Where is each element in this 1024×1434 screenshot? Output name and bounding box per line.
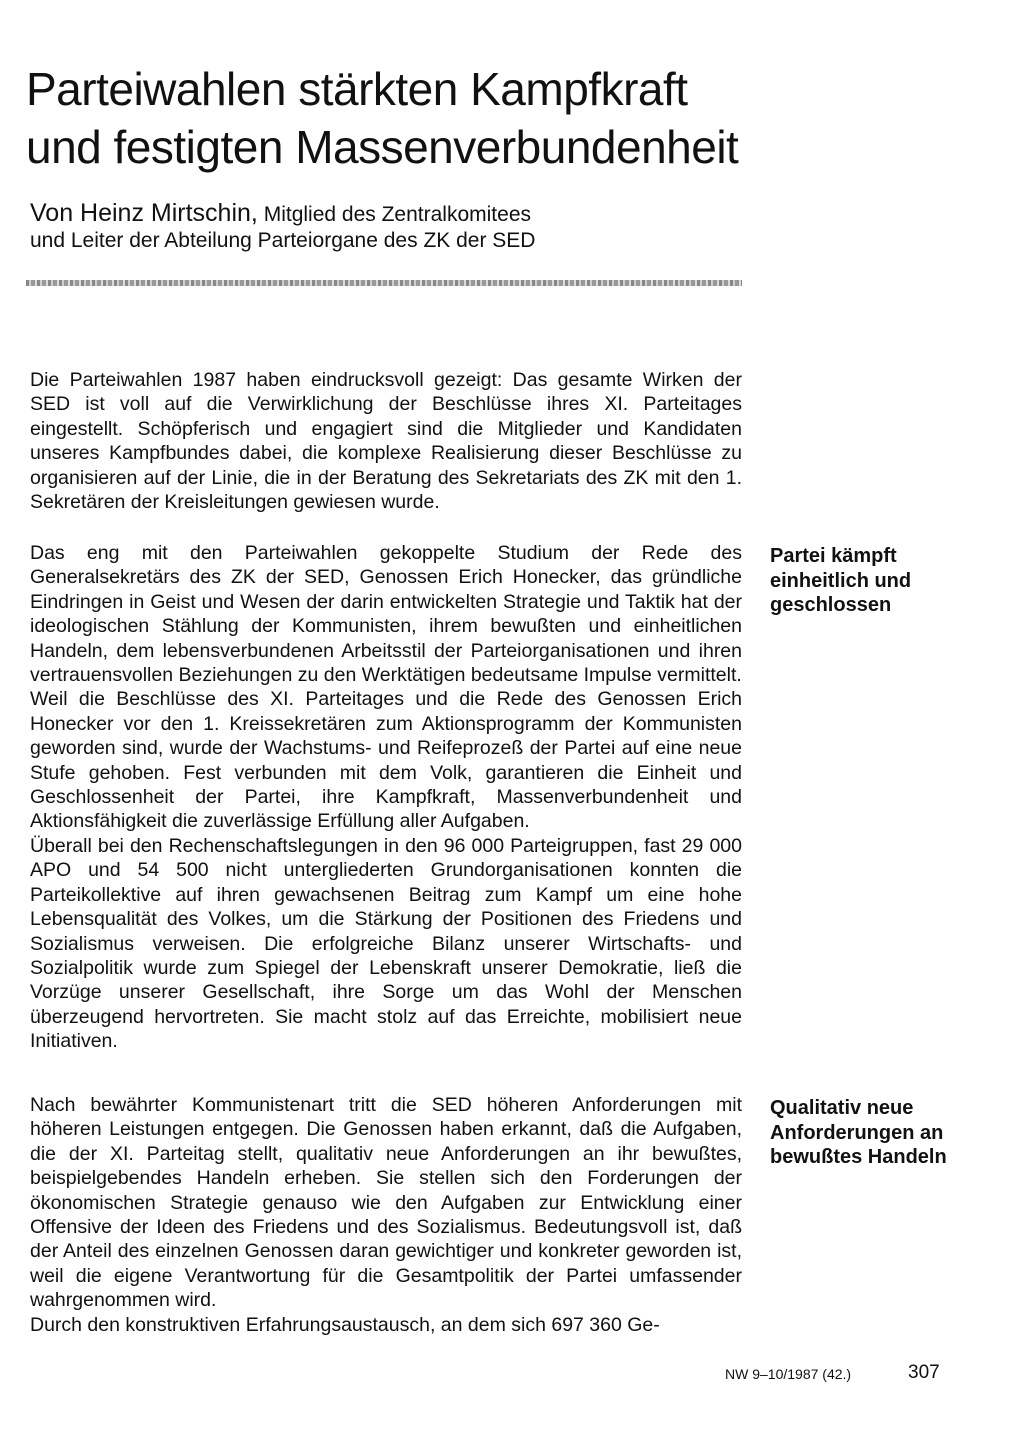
- paragraph-section-1: [30, 541, 742, 1054]
- header-divider: [26, 280, 742, 286]
- journal-reference: NW 9–10/1987 (42.): [725, 1366, 852, 1382]
- byline: [30, 200, 930, 254]
- paragraph-6-text: Durch den konstruktiven Erfahrungsaustausch, an dem sich 697 360 Ge-: [30, 1313, 660, 1336]
- article-title: [26, 60, 986, 176]
- paragraph-intro: [30, 368, 742, 514]
- title-line-2: und festigten Massenverbundenheit: [26, 121, 739, 173]
- paragraph-1-text: Die Parteiwahlen 1987 haben eindrucksvoll gezeigt: Das gesamte Wirken der SED ist voll auf die Verwirklichung der Beschlüsse ihres XI. Parteitages eingestellt. Schöpferisch und engagiert sind die Mitglieder und Kandidaten unseres Kampfbundes dabei, die komplexe Realisierung dieser Beschlüsse zu organisieren auf der Linie, die in der Beratung des Sekretariats des ZK mit den 1. Sekretären der Kreisleitungen gewiesen wurde.: [30, 369, 742, 514]
- paragraph-5-text: Nach bewährter Kommunistenart tritt die SED höheren Anforderungen mit höheren Leistungen entgegen. Die Genossen haben erkannt, daß die Aufgaben, die der XI. Parteitag stellt, qualitativ neue Anforderungen an ihr bewußtes, beispielgebendes Handeln erheben. Sie stellen sich den Forderungen der ökonomischen Strategie genauso wie den Aufgaben zur Entwicklung einer Offensive der Ideen des Friedens und des Sozialismus. Bedeutungsvoll ist, daß der Anteil des einzelnen Genossen daran gewichtiger und konkreter geworden ist, weil die eigene Verantwortung für die Gesamtpolitik der Partei umfassender wahrgenommen wird.: [30, 1094, 742, 1312]
- title-line-1: Parteiwahlen stärkten Kampfkraft: [26, 63, 688, 115]
- byline-role-line-1: Mitglied des Zentralkomitees: [263, 203, 531, 226]
- byline-role-line-2: und Leiter der Abteilung Parteiorgane des ZK der SED: [30, 229, 536, 252]
- paragraph-2-text: Das eng mit den Parteiwahlen gekoppelte Studium der Rede des Generalsekretärs des ZK der SED, Genossen Erich Honecker, das gründliche Eindringen in Geist und Wesen der darin entwickelten Strategie und Taktik hat der ideologischen Stählung der Kommunisten, ihrem bewußten und einheitlichen Handeln, dem lebensverbundenen Arbeitsstil der Parteiorganisationen und ihren vertrauensvollen Beziehungen zu den Werktätigen bedeutsame Impulse vermittelt.: [30, 542, 742, 687]
- paragraph-4-text: Überall bei den Rechenschaftslegungen in den 96 000 Parteigruppen, fast 29 000 APO und 54 500 nicht untergliederten Grundorganisationen konnten die Parteikollektive auf ihren gewachsenen Beitrag zum Kampf um eine hohe Lebensqualität des Volkes, um die Stärkung der Positionen des Friedens und Sozialismus verweisen. Die erfolgreiche Bilanz unserer Wirtschafts- und Sozialpolitik wurde zum Spiegel der Lebenskraft unserer Demokratie, ließ die Vorzüge unserer Gesellschaft, ihre Sorge um das Wohl der Menschen überzeugend hervortreten. Sie macht stolz auf das Erreichte, mobilisiert neue Initiativen.: [30, 834, 742, 1053]
- byline-author: Von Heinz Mirtschin,: [30, 199, 258, 227]
- sidenote-partei-kaempft: Partei kämpft einheitlich und geschlossen: [770, 545, 912, 616]
- paragraph-section-2: [30, 1093, 742, 1337]
- page-number: 307: [908, 1362, 940, 1383]
- paragraph-3-text: Weil die Beschlüsse des XI. Parteitages und die Rede des Genossen Erich Honecker vor den 1. Kreissekretären zum Aktionsprogramm der Kommunisten geworden sind, wurde der Wachstums- und Reifeprozeß der Partei auf eine neue Stufe gehoben. Fest verbunden mit dem Volk, garantieren die Einheit und Geschlossenheit der Partei, ihre Kampfkraft, Massenverbundenheit und Aktionsfähigkeit die zuverlässige Erfüllung aller Aufgaben.: [30, 688, 742, 833]
- sidenote-qualitativ-neue: Qualitativ neue Anforderungen an bewußtes Handeln: [770, 1097, 947, 1168]
